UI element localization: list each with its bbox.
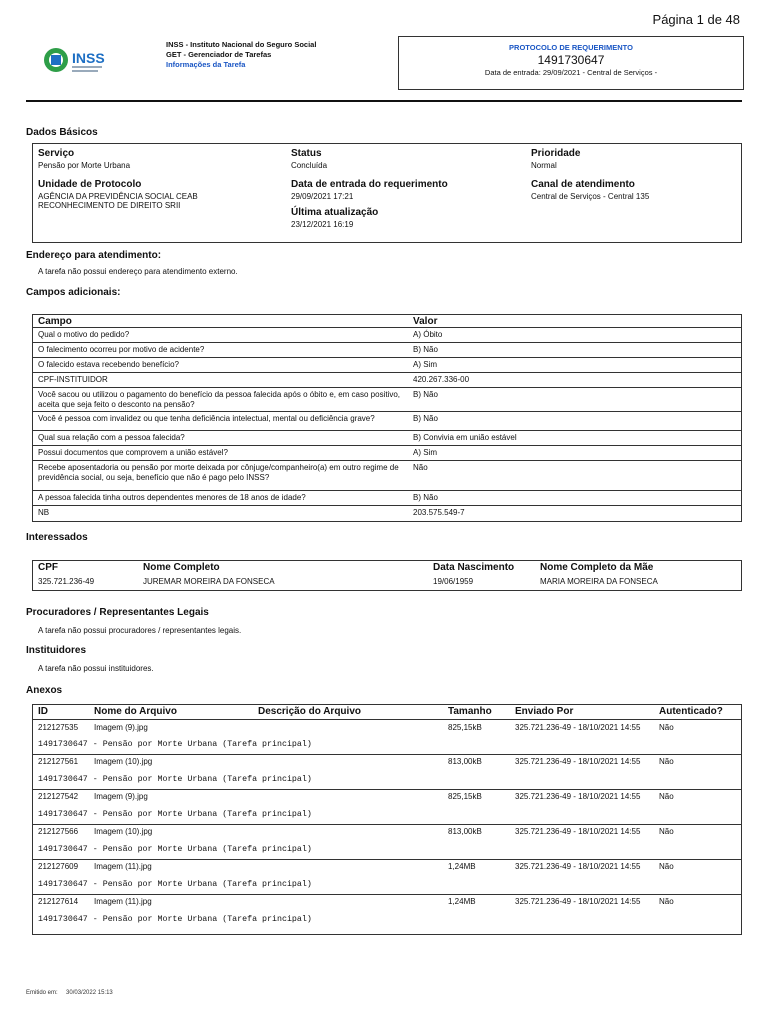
interessados-col-nasc: Data Nascimento [433, 562, 515, 573]
campo-cell: Possui documentos que comprovem a união estável? [38, 448, 228, 457]
campos-row [33, 505, 741, 522]
campo-cell: Recebe aposentadoria ou pensão por morte deixada por cônjuge/companheiro(a) em outro regime de previdência social, ou seja, benefício que não é pago pelo INSS? [38, 463, 399, 482]
anexo-row-divider [33, 859, 741, 860]
anexos-table [32, 704, 742, 935]
prioridade-label: Prioridade [531, 148, 581, 159]
campos-table [32, 314, 742, 522]
anexo-enviado: 325.721.236-49 - 18/10/2021 14:55 [515, 897, 641, 906]
anexo-autenticado: Não [659, 897, 674, 906]
unidade-value-1: AGÊNCIA DA PREVIDÊNCIA SOCIAL CEAB [38, 192, 198, 201]
section-title-procuradores: Procuradores / Representantes Legais [26, 607, 209, 618]
interessado-nome: JUREMAR MOREIRA DA FONSECA [143, 577, 275, 586]
unidade-value-2: RECONHECIMENTO DE DIREITO SRII [38, 201, 181, 210]
anexo-autenticado: Não [659, 792, 674, 801]
anexo-autenticado: Não [659, 757, 674, 766]
valor-cell: B) Não [413, 493, 438, 502]
anexo-id: 212127566 [38, 827, 79, 836]
anexo-nome: Imagem (11).jpg [94, 897, 152, 906]
anexo-tamanho: 813,00kB [448, 827, 482, 836]
campo-cell: Qual o motivo do pedido? [38, 330, 130, 339]
valor-cell: B) Não [413, 345, 438, 354]
section-title-interessados: Interessados [26, 532, 88, 543]
procuradores-note: A tarefa não possui procuradores / representantes legais. [38, 626, 242, 635]
anexos-col-desc: Descrição do Arquivo [258, 706, 361, 717]
anexos-col-id: ID [38, 706, 48, 717]
campo-cell: O falecimento ocorreu por motivo de acidente? [38, 345, 205, 354]
dados-basicos-box [32, 143, 742, 243]
entrada-label: Data de entrada do requerimento [291, 179, 448, 190]
anexo-id: 212127561 [38, 757, 79, 766]
valor-cell: Não [413, 463, 428, 472]
inss-logo [42, 44, 132, 76]
valor-cell: B) Não [413, 414, 438, 423]
campos-row [33, 490, 741, 506]
atualizacao-value: 23/12/2021 16:19 [291, 220, 354, 229]
anexo-descricao: 1491730647 - Pensão por Morte Urbana (Tarefa principal) [38, 775, 312, 784]
anexos-col-tamanho: Tamanho [448, 706, 492, 717]
anexo-enviado: 325.721.236-49 - 18/10/2021 14:55 [515, 757, 641, 766]
anexos-col-enviado: Enviado Por [515, 706, 574, 717]
campos-col-valor: Valor [413, 316, 438, 327]
interessado-nasc: 19/06/1959 [433, 577, 474, 586]
anexo-tamanho: 825,15kB [448, 723, 482, 732]
interessado-mae: MARIA MOREIRA DA FONSECA [540, 577, 658, 586]
campo-cell: NB [38, 508, 50, 517]
campos-row [33, 327, 741, 343]
anexo-descricao: 1491730647 - Pensão por Morte Urbana (Tarefa principal) [38, 740, 312, 749]
anexo-nome: Imagem (9).jpg [94, 723, 148, 732]
campos-row [33, 445, 741, 461]
campo-cell: CPF-INSTITUIDOR [38, 375, 108, 384]
anexo-tamanho: 1,24MB [448, 897, 476, 906]
anexo-row-divider [33, 894, 741, 895]
campo-cell: Você é pessoa com invalidez ou que tenha deficiência intelectual, mental ou deficiência grave? [38, 414, 375, 423]
canal-value: Central de Serviços - Central 135 [531, 192, 650, 201]
anexo-id: 212127614 [38, 897, 79, 906]
anexo-id: 212127609 [38, 862, 79, 871]
anexo-autenticado: Não [659, 827, 674, 836]
campos-col-campo: Campo [38, 316, 72, 327]
section-title-dados-basicos: Dados Básicos [26, 127, 98, 138]
valor-cell: B) Convivia em união estável [413, 433, 517, 442]
anexo-descricao: 1491730647 - Pensão por Morte Urbana (Tarefa principal) [38, 880, 312, 889]
campos-row [33, 357, 741, 373]
anexo-nome: Imagem (10).jpg [94, 757, 153, 766]
section-title-campos: Campos adicionais: [26, 287, 121, 298]
logo-text: INSS [72, 50, 105, 66]
instituidores-note: A tarefa não possui instituidores. [38, 664, 154, 673]
interessado-cpf: 325.721.236-49 [38, 577, 95, 586]
campos-row [33, 411, 741, 431]
anexo-tamanho: 825,15kB [448, 792, 482, 801]
canal-label: Canal de atendimento [531, 179, 635, 190]
campos-row [33, 387, 741, 412]
campos-row [33, 342, 741, 358]
anexo-enviado: 325.721.236-49 - 18/10/2021 14:55 [515, 723, 641, 732]
anexo-descricao: 1491730647 - Pensão por Morte Urbana (Tarefa principal) [38, 810, 312, 819]
anexo-descricao: 1491730647 - Pensão por Morte Urbana (Tarefa principal) [38, 845, 312, 854]
campos-row [33, 430, 741, 446]
footer [26, 990, 113, 996]
valor-cell: A) Sim [413, 360, 437, 369]
section-title-endereco: Endereço para atendimento: [26, 250, 162, 261]
protocol-number: 1491730647 [537, 53, 605, 67]
org-name: INSS - Instituto Nacional do Seguro Social [166, 40, 317, 49]
anexo-autenticado: Não [659, 862, 674, 871]
header-divider [26, 100, 742, 102]
endereco-note: A tarefa não possui endereço para atendimento externo. [38, 267, 238, 276]
anexo-enviado: 325.721.236-49 - 18/10/2021 14:55 [515, 792, 641, 801]
system-name: GET - Gerenciador de Tarefas [166, 50, 272, 59]
anexo-tamanho: 1,24MB [448, 862, 476, 871]
org-info [166, 40, 316, 70]
footer-date: 30/03/2022 15:13 [66, 990, 113, 996]
anexos-col-nome: Nome do Arquivo [94, 706, 177, 717]
footer-label: Emitido em: [26, 990, 58, 996]
valor-cell: B) Não [413, 390, 438, 399]
valor-cell: 420.267.336-00 [413, 375, 470, 384]
unidade-label: Unidade de Protocolo [38, 179, 142, 190]
servico-label: Serviço [38, 148, 75, 159]
status-label: Status [291, 148, 322, 159]
anexo-enviado: 325.721.236-49 - 18/10/2021 14:55 [515, 862, 641, 871]
anexo-autenticado: Não [659, 723, 674, 732]
section-title-instituidores: Instituidores [26, 645, 87, 656]
anexo-tamanho: 813,00kB [448, 757, 482, 766]
campo-cell: Você sacou ou utilizou o pagamento do benefício da pessoa falecida após o óbito e, em caso positivo, aceita que seja feito o desconto na pensão? [38, 390, 401, 409]
valor-cell: A) Óbito [413, 330, 443, 339]
campo-cell: Qual sua relação com a pessoa falecida? [38, 433, 185, 442]
doc-title: Informações da Tarefa [166, 60, 246, 69]
interessados-col-nome: Nome Completo [143, 562, 220, 573]
servico-value: Pensão por Morte Urbana [38, 161, 131, 170]
anexo-id: 212127542 [38, 792, 79, 801]
campo-cell: O falecido estava recebendo benefício? [38, 360, 179, 369]
anexo-row-divider [33, 789, 741, 790]
anexo-row-divider [33, 754, 741, 755]
campos-row [33, 372, 741, 388]
anexo-nome: Imagem (11).jpg [94, 862, 152, 871]
interessados-col-mae: Nome Completo da Mãe [540, 562, 654, 573]
protocol-entry: Data de entrada: 29/09/2021 - Central de Serviços - [484, 68, 658, 77]
anexo-row-divider [33, 824, 741, 825]
anexo-id: 212127535 [38, 723, 79, 732]
anexo-row [33, 719, 741, 755]
interessados-col-cpf: CPF [38, 562, 58, 573]
anexo-nome: Imagem (10).jpg [94, 827, 153, 836]
anexo-nome: Imagem (9).jpg [94, 792, 148, 801]
atualizacao-label: Última atualização [291, 207, 379, 218]
anexo-enviado: 325.721.236-49 - 18/10/2021 14:55 [515, 827, 641, 836]
status-value: Concluída [291, 161, 328, 170]
entrada-value: 29/09/2021 17:21 [291, 192, 354, 201]
valor-cell: 203.575.549-7 [413, 508, 465, 517]
prioridade-value: Normal [531, 161, 557, 170]
anexos-col-autenticado: Autenticado? [659, 706, 723, 717]
valor-cell: A) Sim [413, 448, 437, 457]
anexo-descricao: 1491730647 - Pensão por Morte Urbana (Tarefa principal) [38, 915, 312, 924]
campo-cell: A pessoa falecida tinha outros dependentes menores de 18 anos de idade? [38, 493, 306, 502]
page-number: Página 1 de 48 [652, 12, 740, 27]
interessados-table [32, 560, 742, 591]
section-title-anexos: Anexos [26, 685, 63, 696]
protocol-title: PROTOCOLO DE REQUERIMENTO [509, 43, 633, 52]
protocol-box [398, 36, 744, 90]
campos-row [33, 460, 741, 491]
